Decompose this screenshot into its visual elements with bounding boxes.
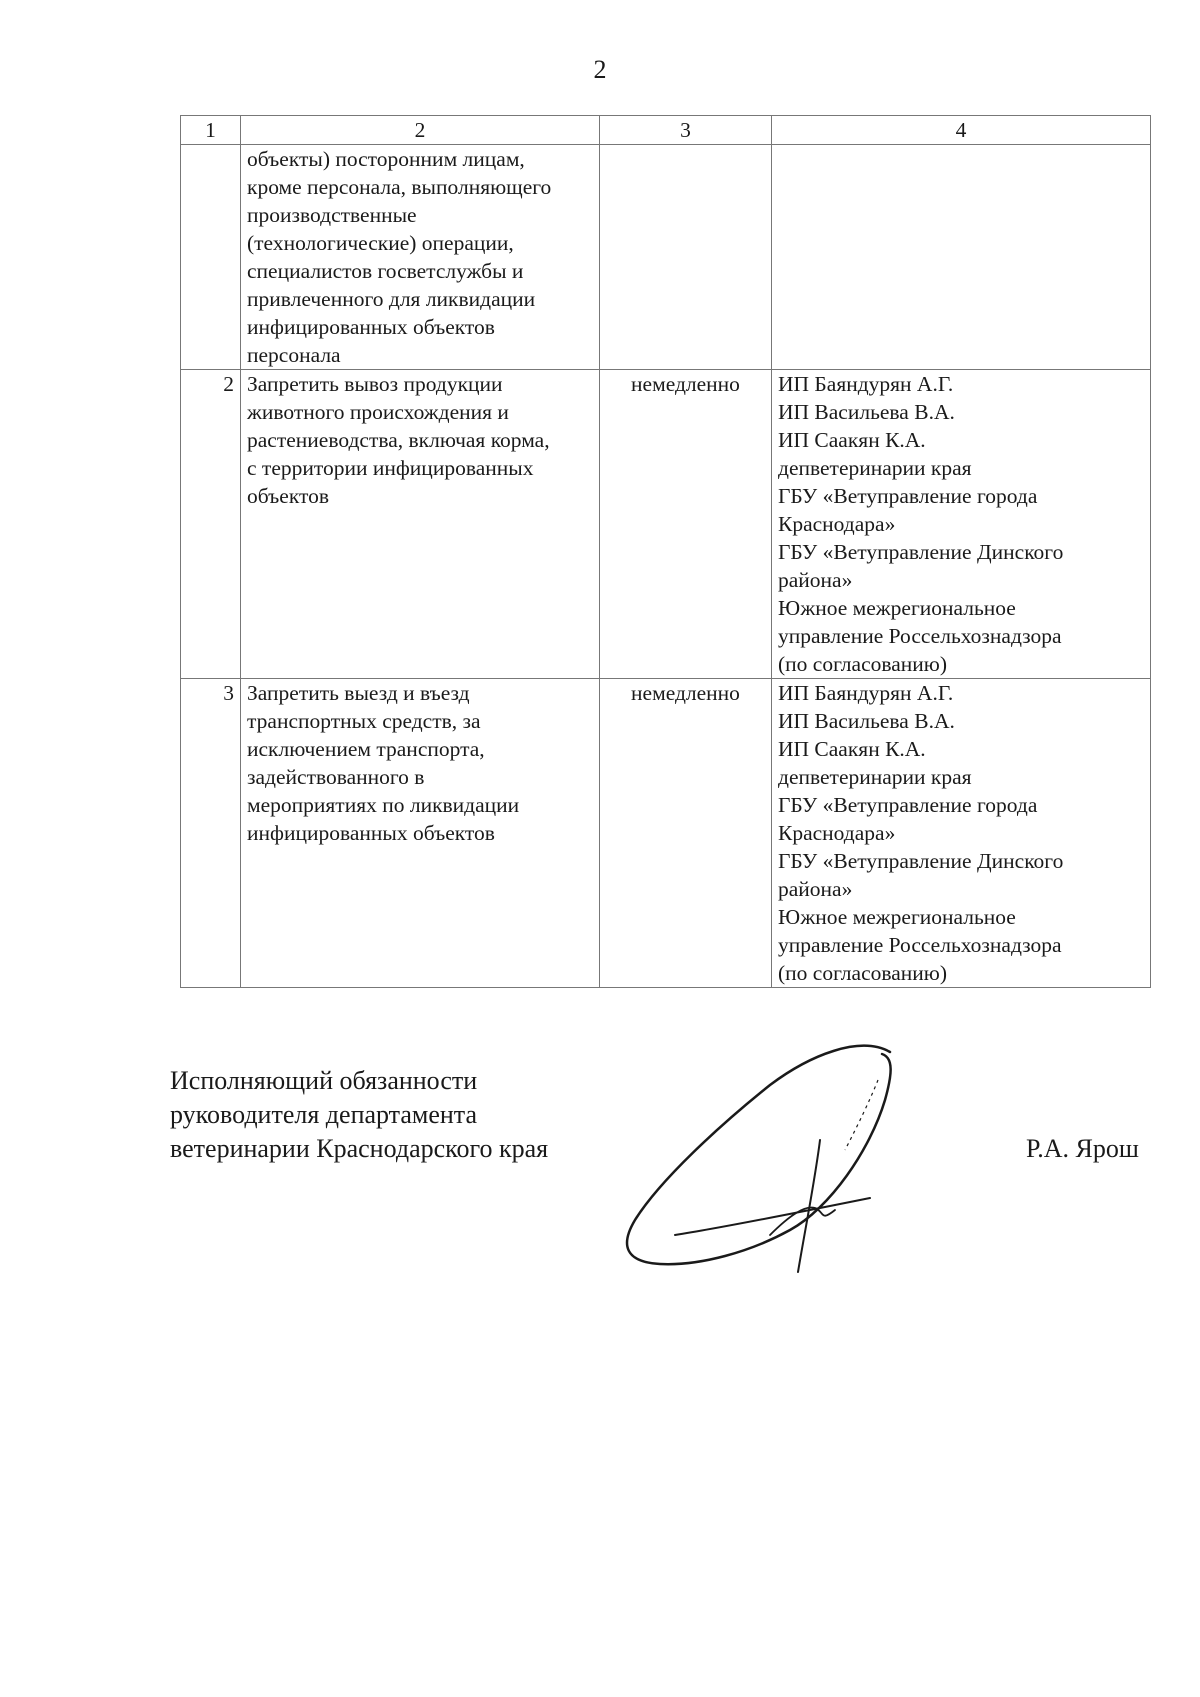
- responsible-cell: [772, 679, 1151, 988]
- responsible-line: Краснодара»: [778, 512, 896, 536]
- measure-line: персонала: [247, 343, 341, 367]
- measure-line: специалистов госветслужбы и: [247, 259, 524, 283]
- responsible-line: (по согласованию): [778, 652, 948, 676]
- header-col-4: 4: [772, 116, 1151, 145]
- measure-line: транспортных средств, за: [247, 709, 481, 733]
- responsible-line: ИП Васильева В.А.: [778, 400, 955, 424]
- responsible-line: ГБУ «Ветуправление города: [778, 484, 1038, 508]
- row-number: 3: [181, 679, 241, 988]
- measure-line: привлеченного для ликвидации: [247, 287, 536, 311]
- responsible-line: района»: [778, 877, 853, 901]
- responsible-line: района»: [778, 568, 853, 592]
- signatory-position-line: руководителя департамента: [170, 1100, 478, 1129]
- measure-line: Запретить выезд и въезд: [247, 681, 470, 705]
- measure-line: объекты) посторонним лицам,: [247, 147, 525, 171]
- header-col-1: 1: [181, 116, 241, 145]
- measure-line: кроме персонала, выполняющего: [247, 175, 552, 199]
- measure-line: инфицированных объектов: [247, 315, 495, 339]
- table-row: [181, 145, 1151, 370]
- measure-line: исключением транспорта,: [247, 737, 485, 761]
- measure-line: производственные: [247, 203, 417, 227]
- responsible-line: ГБУ «Ветуправление Динского: [778, 540, 1064, 564]
- responsible-line: Южное межрегиональное: [778, 596, 1016, 620]
- deadline-cell: немедленно: [600, 679, 772, 988]
- responsible-line: ИП Баяндурян А.Г.: [778, 372, 954, 396]
- responsible-line: управление Россельхознадзора: [778, 933, 1062, 957]
- deadline-cell: немедленно: [600, 370, 772, 679]
- responsible-line: ИП Баяндурян А.Г.: [778, 681, 954, 705]
- signatory-name: Р.А. Ярош: [1026, 1134, 1139, 1163]
- page-number: 2: [593, 55, 607, 84]
- measure-line: объектов: [247, 484, 329, 508]
- responsible-line: депветеринарии края: [778, 456, 972, 480]
- measure-line: с территории инфицированных: [247, 456, 534, 480]
- handwritten-signature: [620, 1040, 900, 1280]
- measure-line: задействованного в: [247, 765, 425, 789]
- responsible-cell: [772, 370, 1151, 679]
- responsible-line: ГБУ «Ветуправление города: [778, 793, 1038, 817]
- measures-table: [180, 115, 1151, 988]
- row-number: [181, 145, 241, 370]
- measure-line: (технологические) операции,: [247, 231, 514, 255]
- table-row: [181, 370, 1151, 679]
- responsible-line: ИП Саакян К.А.: [778, 428, 926, 452]
- row-number: 2: [181, 370, 241, 679]
- responsible-line: ГБУ «Ветуправление Динского: [778, 849, 1064, 873]
- measure-line: Запретить вывоз продукции: [247, 372, 503, 396]
- measure-cell: [241, 145, 600, 370]
- responsible-line: (по согласованию): [778, 961, 948, 985]
- table-row: [181, 679, 1151, 988]
- measure-line: инфицированных объектов: [247, 821, 495, 845]
- signatory-position: [170, 1064, 548, 1166]
- measure-line: растениеводства, включая корма,: [247, 428, 550, 452]
- responsible-line: ИП Васильева В.А.: [778, 709, 955, 733]
- table-header-row: [181, 116, 1151, 145]
- measure-line: мероприятиях по ликвидации: [247, 793, 520, 817]
- measure-line: животного происхождения и: [247, 400, 509, 424]
- measure-cell: [241, 679, 600, 988]
- signatory-position-line: Исполняющий обязанности: [170, 1066, 478, 1095]
- responsible-line: управление Россельхознадзора: [778, 624, 1062, 648]
- measure-cell: [241, 370, 600, 679]
- header-col-3: 3: [600, 116, 772, 145]
- deadline-cell: [600, 145, 772, 370]
- signatory-position-line: ветеринарии Краснодарского края: [170, 1134, 549, 1163]
- header-col-2: 2: [241, 116, 600, 145]
- responsible-line: ИП Саакян К.А.: [778, 737, 926, 761]
- responsible-line: депветеринарии края: [778, 765, 972, 789]
- responsible-line: Южное межрегиональное: [778, 905, 1016, 929]
- responsible-line: Краснодара»: [778, 821, 896, 845]
- responsible-cell: [772, 145, 1151, 370]
